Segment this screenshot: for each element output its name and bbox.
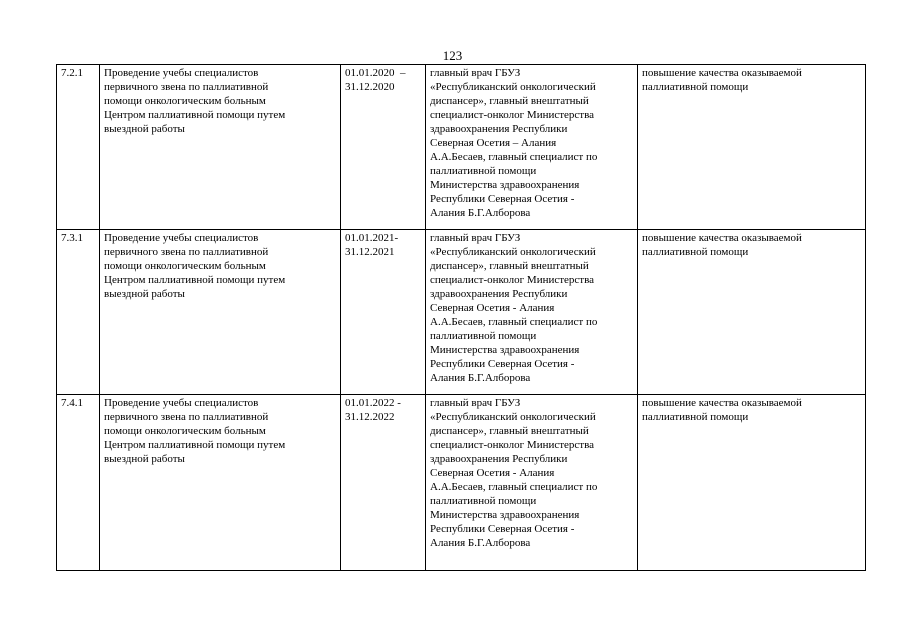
dates-cell: 01.01.2021- 31.12.2021 — [341, 230, 426, 395]
table-row — [57, 395, 866, 571]
row-number-cell: 7.3.1 — [57, 230, 100, 395]
responsible-cell: главный врач ГБУЗ «Республиканский онкологический диспансер», главный внештатный специалист-онколог Министерства здравоохранения Республики Северная Осетия – Алания А.А.Бесаев, главный специалист по паллиативной помощи Министерства здравоохранения Республики Северная Осетия - Алания Б.Г.Алборова — [426, 65, 638, 230]
event-cell: Проведение учебы специалистов первичного звена по паллиативной помощи онкологическим больным Центром паллиативной помощи путем выездной работы — [100, 65, 341, 230]
dates-cell: 01.01.2022 - 31.12.2022 — [341, 395, 426, 571]
responsible-cell: главный врач ГБУЗ «Республиканский онкологический диспансер», главный внештатный специалист-онколог Министерства здравоохранения Республики Северная Осетия - Алания А.А.Бесаев, главный специалист по паллиативной помощи Министерства здравоохранения Республики Северная Осетия - Алания Б.Г.Алборова — [426, 230, 638, 395]
row-number-cell: 7.2.1 — [57, 65, 100, 230]
result-cell: повышение качества оказываемой паллиативной помощи — [638, 230, 866, 395]
page-number: 123 — [442, 48, 463, 63]
event-cell: Проведение учебы специалистов первичного звена по паллиативной помощи онкологическим больным Центром паллиативной помощи путем выездной работы — [100, 395, 341, 571]
responsible-cell: главный врач ГБУЗ «Республиканский онкологический диспансер», главный внештатный специалист-онколог Министерства здравоохранения Республики Северная Осетия - Алания А.А.Бесаев, главный специалист по паллиативной помощи Министерства здравоохранения Республики Северная Осетия - Алания Б.Г.Алборова — [426, 395, 638, 571]
table-row — [57, 65, 866, 230]
plan-table — [56, 64, 866, 571]
table-row — [57, 230, 866, 395]
result-cell: повышение качества оказываемой паллиативной помощи — [638, 395, 866, 571]
dates-cell: 01.01.2020 – 31.12.2020 — [341, 65, 426, 230]
event-cell: Проведение учебы специалистов первичного звена по паллиативной помощи онкологическим больным Центром паллиативной помощи путем выездной работы — [100, 230, 341, 395]
result-cell: повышение качества оказываемой паллиативной помощи — [638, 65, 866, 230]
row-number-cell: 7.4.1 — [57, 395, 100, 571]
